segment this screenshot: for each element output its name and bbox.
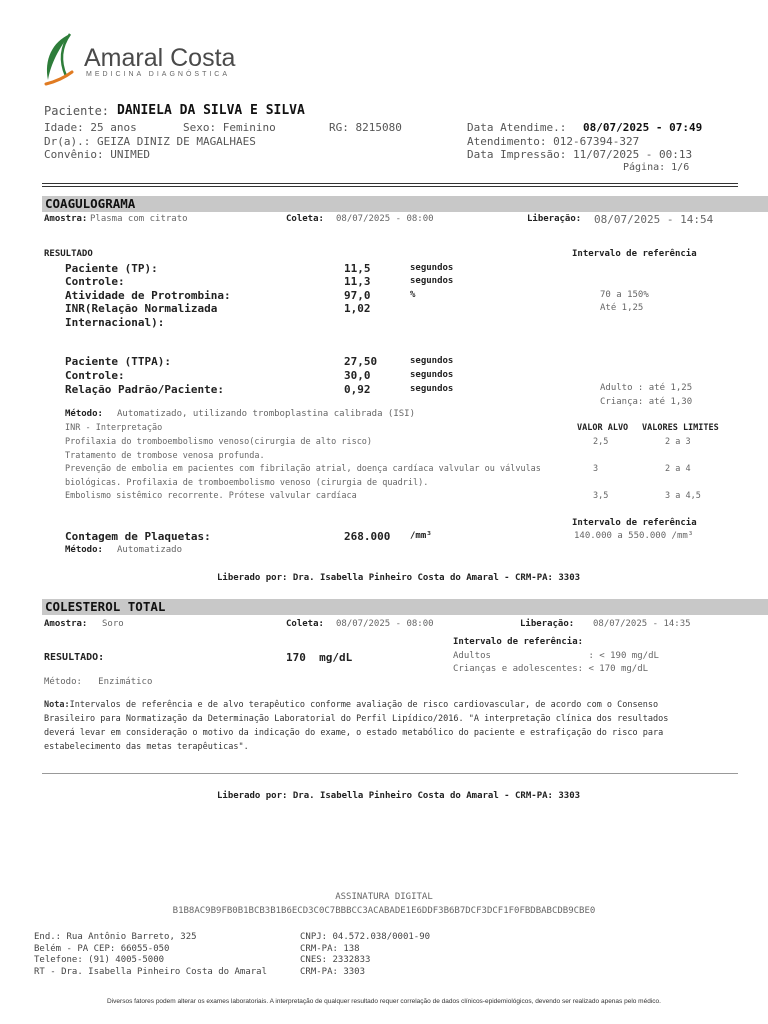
tp-row-label: Controle: xyxy=(65,275,125,288)
coag-method-value: Automatizado, utilizando tromboplastina calibrada (ISI) xyxy=(117,409,416,419)
attendance: Atendimento: 012-67394-327 xyxy=(467,135,640,148)
col-result-label: RESULTADO: xyxy=(44,652,105,663)
ttpa-ref-adult: Adulto : até 1,25 xyxy=(600,383,693,393)
doctor: Dr(a).: GEIZA DINIZ DE MAGALHAES xyxy=(44,135,256,148)
inr-row-limits: 2 a 3 xyxy=(665,437,691,447)
signature-title: ASSINATURA DIGITAL xyxy=(335,892,433,902)
inr-row-text: Prevenção de embolia em pacientes com fibrilação atrial, doença cardíaca valvular ou válvulas xyxy=(65,464,541,474)
ttpa-row-unit: segundos xyxy=(410,384,454,394)
ttpa-row-unit: segundos xyxy=(410,356,454,366)
col-section-header xyxy=(42,599,768,615)
footer-registry xyxy=(300,932,430,978)
coag-liberado: Liberado por: Dra. Isabella Pinheiro Costa do Amaral - CRM-PA: 3303 xyxy=(217,573,581,583)
footer-address-line: End.: Rua Antônio Barreto, 325 xyxy=(34,932,197,942)
ttpa-row-value: 0,92 xyxy=(344,383,371,396)
plaq-unit: /mm³ xyxy=(410,531,432,541)
inr-row-text: Tratamento de trombose venosa profunda. xyxy=(65,451,265,461)
ttpa-row-label: Relação Padrão/Paciente: xyxy=(65,383,224,396)
coag-title: COAGULOGRAMA xyxy=(45,196,136,211)
header-divider-2 xyxy=(42,186,738,187)
col-note-line: estabelecimento das metas terapêuticas". xyxy=(44,742,249,752)
footer-disclaimer: Diversos fatores podem alterar os exames laboratoriais. A interpretação de qualquer resultado requer correlação de dados clínicos-epidemiológicos, devendo ser realizado apenas pelo médico. xyxy=(107,998,661,1005)
col-note-line: deverá levar em consideração o motivo da indicação do exame, o estado metabólico do paciente e estrafiçação do risco para xyxy=(44,728,664,738)
print-date: Data Impressão: 11/07/2025 - 00:13 xyxy=(467,148,693,161)
coag-sample-value: Plasma com citrato xyxy=(90,214,188,224)
col-ref-adults: Adultos : < 190 mg/dL xyxy=(453,651,659,661)
inr-title: INR - Interpretação xyxy=(65,423,163,433)
inr-row-text: Profilaxia do tromboembolismo venoso(cirurgia de alto risco) xyxy=(65,437,373,447)
coag-collect-label: Coleta: xyxy=(286,214,324,224)
coag-method-label: Método: xyxy=(65,409,103,419)
ttpa-row-unit: segundos xyxy=(410,370,454,380)
inr-row-limits: 2 a 4 xyxy=(665,464,691,474)
patient-label: Paciente: xyxy=(44,104,110,118)
ttpa-row-label: Controle: xyxy=(65,369,125,382)
coag-release-value: 08/07/2025 - 14:54 xyxy=(594,213,714,226)
tp-row-ref: Até 1,25 xyxy=(600,303,644,313)
logo xyxy=(40,32,240,88)
col-sample-label: Amostra: xyxy=(44,619,88,629)
col-note-line: Brasileiro para Normatização da Determinação Laboratorial do Perfil Lipídico/2016. "A interpretação clínica dos resultados xyxy=(44,714,669,724)
col-ref-children: Crianças e adolescentes: < 170 mg/dL xyxy=(453,664,649,674)
patient-rg: RG: 8215080 xyxy=(329,121,402,134)
col-note-label: Nota: xyxy=(44,700,70,710)
inr-limits-header: VALORES LIMITES xyxy=(642,423,719,433)
footer-registry-line: CRM-PA: 138 xyxy=(300,943,360,954)
tp-row-value: 1,02 xyxy=(344,302,371,315)
inr-row-alvo: 3 xyxy=(593,464,599,474)
footer-registry-line: CRM-PA: 3303 xyxy=(300,966,366,977)
col-ref-title: Intervalo de referência: xyxy=(453,637,584,647)
tp-row-unit: segundos xyxy=(410,263,454,273)
ttpa-ref-child: Criança: até 1,30 xyxy=(600,397,693,407)
patient-age: Idade: 25 anos xyxy=(44,121,137,134)
inr-row-text: biológicas. Profilaxia de tromboembolismo venoso (cirurgia de quadril). xyxy=(65,478,429,488)
tp-row-label: Internacional): xyxy=(65,316,165,329)
header-divider xyxy=(42,183,738,184)
col-title: COLESTEROL TOTAL xyxy=(45,599,166,614)
ttpa-row-label: Paciente (TTPA): xyxy=(65,355,171,368)
patient-sex: Sexo: Feminino xyxy=(183,121,276,134)
coag-ref-label: Intervalo de referência xyxy=(572,249,697,259)
col-divider xyxy=(42,773,738,774)
col-result-value: 170 mg/dL xyxy=(286,651,353,664)
footer-address xyxy=(34,932,267,978)
coag-sample-label: Amostra: xyxy=(44,214,88,224)
col-note-line: Intervalos de referência e de alvo terapêutico conforme avaliação de risco cardiovascular, de acordo com o Consenso xyxy=(69,700,659,710)
col-note xyxy=(44,698,668,754)
patient-name: DANIELA DA SILVA E SILVA xyxy=(117,103,305,118)
inr-row-text: Embolismo sistêmico recorrente. Prótese valvular cardíaca xyxy=(65,491,357,501)
page-number: Página: 1/6 xyxy=(623,162,690,173)
col-release-value: 08/07/2025 - 14:35 xyxy=(593,619,691,629)
signature-hash: B1B8AC9B9FB0B1BCB3B1B6ECD3C0C7BBBCC3ACABADE1E6DDF3B6B7DCF3DCF1F0FBDBABCDB9CBE0 xyxy=(172,906,596,916)
inr-alvo-header: VALOR ALVO xyxy=(577,423,629,433)
coag-collect-value: 08/07/2025 - 08:00 xyxy=(336,214,434,224)
logo-leaf-icon xyxy=(40,32,80,88)
footer-registry-line: CNPJ: 04.572.038/0001-90 xyxy=(300,932,431,942)
footer-registry-line: CNES: 2332833 xyxy=(300,955,371,965)
footer-address-line: Telefone: (91) 4005-5000 xyxy=(34,955,165,965)
tp-row-value: 97,0 xyxy=(344,289,371,302)
coag-result-label: RESULTADO xyxy=(44,249,93,259)
col-release-label: Liberação: xyxy=(520,619,575,629)
insurance: Convênio: UNIMED xyxy=(44,148,150,161)
coag-release-label: Liberação: xyxy=(527,214,582,224)
tp-row-label: Atividade de Protrombina: xyxy=(65,289,231,302)
plaq-method-label: Método: xyxy=(65,545,103,555)
ttpa-row-value: 30,0 xyxy=(344,369,371,382)
plaq-value: 268.000 xyxy=(344,530,391,543)
plaq-ref-label: Intervalo de referência xyxy=(572,518,697,528)
date-attend-label: Data Atendime.: xyxy=(467,121,567,134)
plaq-ref: 140.000 a 550.000 /mm³ xyxy=(574,531,694,541)
inr-row-alvo: 3,5 xyxy=(593,491,609,501)
ttpa-row-value: 27,50 xyxy=(344,355,378,368)
col-method: Método: Enzimático xyxy=(44,677,153,687)
tp-row-unit: % xyxy=(410,290,416,300)
logo-tagline: MEDICINA DIAGNÓSTICA xyxy=(86,71,231,78)
inr-row-alvo: 2,5 xyxy=(593,437,609,447)
plaq-label: Contagem de Plaquetas: xyxy=(65,530,211,543)
plaq-method-value: Automatizado xyxy=(117,545,183,555)
footer-address-line: Belém - PA CEP: 66055-050 xyxy=(34,943,170,954)
tp-row-unit: segundos xyxy=(410,276,454,286)
tp-row-value: 11,5 xyxy=(344,262,371,275)
tp-row-ref: 70 a 150% xyxy=(600,290,649,300)
coag-section-header xyxy=(42,196,768,212)
tp-row-label: INR(Relação Normalizada xyxy=(65,302,218,315)
date-attend-value: 08/07/2025 - 07:49 xyxy=(583,121,703,134)
tp-row-label: Paciente (TP): xyxy=(65,262,158,275)
col-liberado: Liberado por: Dra. Isabella Pinheiro Costa do Amaral - CRM-PA: 3303 xyxy=(217,791,581,801)
inr-row-limits: 3 a 4,5 xyxy=(665,491,701,501)
footer-address-line: RT - Dra. Isabella Pinheiro Costa do Amaral xyxy=(34,966,267,977)
tp-row-value: 11,3 xyxy=(344,275,371,288)
logo-brand: Amaral Costa xyxy=(84,44,236,72)
col-collect-label: Coleta: xyxy=(286,619,324,629)
col-collect-value: 08/07/2025 - 08:00 xyxy=(336,619,434,629)
col-sample-value: Soro xyxy=(102,619,124,629)
